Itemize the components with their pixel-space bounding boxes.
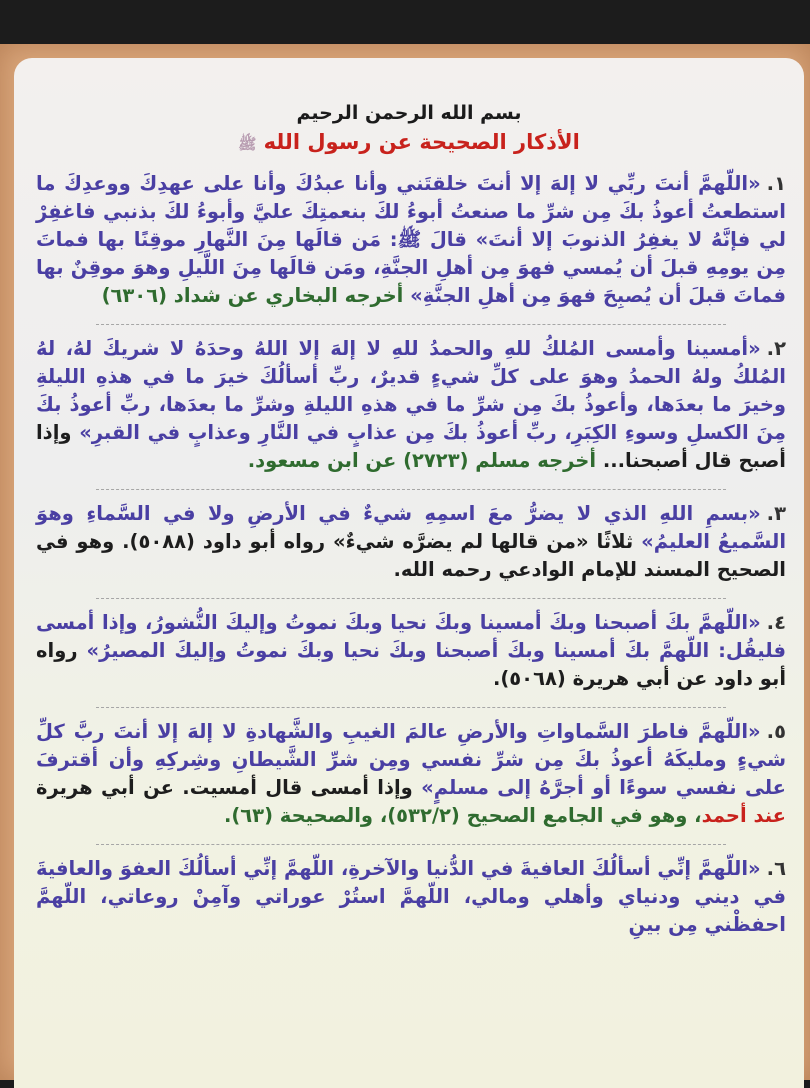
- adhkar-card: [14, 58, 804, 1088]
- item-number: ٣.: [766, 502, 786, 525]
- basmala: بسم الله الرحمن الرحيم: [296, 102, 522, 124]
- dua-text: «اللّهمَّ فاطرَ السَّماواتِ والأرضِ عالمَ الغيبِ والشَّهادةِ لا إلهَ إلا أنتَ ربَّ كلِّ شيءٍ ومليكَهُ أعوذُ بكَ مِن شرِّ نفسي ومِن شرِّ الشَّيطانِ وشِركِهِ وأن أقترفَ على نفسي سوءًا أو أجرَّهُ إلى مسلمٍ»: [36, 720, 786, 799]
- dua-text: «اللّهمَّ إنِّي أسألُكَ العافيةَ في الدُّنيا والآخرةِ، اللّهمَّ إنِّي أسألُكَ العفوَ والعافيةَ في ديني ودنياي وأهلي ومالي، اللّهمَّ استُرْ عوراتي وآمِنْ روعاتي، اللّهمَّ احفظْني مِن بينِ: [36, 857, 786, 936]
- item-number: ٦.: [766, 857, 786, 880]
- dhikr-item-2: [36, 335, 786, 475]
- page-title: [14, 126, 804, 160]
- divider: [96, 844, 726, 845]
- dhikr-item-1: [36, 170, 786, 310]
- salawat-symbol: ﷺ: [238, 135, 257, 153]
- item-number: ١.: [766, 172, 786, 195]
- highlight-text: عند أحمد: [701, 804, 786, 827]
- source-text: أخرجه مسلم (٢٧٢٣) عن ابن مسعود.: [247, 449, 603, 472]
- card-header: [14, 100, 804, 160]
- note-text: وإذا أصبح قال أصبحنا...: [36, 421, 786, 472]
- item-number: ٥.: [766, 720, 786, 743]
- divider: [96, 324, 726, 325]
- dua-text: «اللّهمَّ أنتَ ربِّي لا إلهَ إلا أنتَ خلقتَني وأنا عبدُكَ وأنا على عهدِكَ ووعدِكَ ما استطعتُ أعوذُ بكَ مِن شرِّ ما صنعتُ أبوءُ لكَ بنعمتِكَ عليَّ وأبوءُ لكَ بذنبي فاغفِرْ لي فإنَّهُ لا يغفِرُ الذنوبَ إلا أنتَ» قالَ ﷺ: مَن قالَها مِنَ النَّهارِ موقِنًا بها فماتَ مِن يومِهِ قبلَ أن يُمسي فهوَ مِن أهلِ الجنَّةِ، ومَن قالَها مِنَ اللَّيلِ وهوَ موقِنٌ بها فماتَ قبلَ أن يُصبِحَ فهوَ مِن أهلِ الجنَّةِ»: [36, 172, 786, 307]
- source-text: رواه أبو داود عن أبي هريرة (٥٠٦٨).: [36, 639, 786, 690]
- divider: [96, 598, 726, 599]
- item-number: ٤.: [766, 611, 786, 634]
- dhikr-item-6: [36, 855, 786, 939]
- dhikr-item-4: [36, 609, 786, 693]
- title-text: الأذكار الصحيحة عن رسول الله: [263, 130, 580, 154]
- source-text: ، وهو في الجامع الصحيح (٥٣٢/٢)، والصحيحة (٦٣).: [223, 804, 702, 827]
- adhkar-list: [36, 170, 786, 953]
- divider: [96, 489, 726, 490]
- dua-text: «بسمِ اللهِ الذي لا يضرُّ معَ اسمِهِ شيءٌ في الأرضِ ولا في السَّماءِ وهوَ السَّميعُ العليمُ»: [36, 502, 787, 553]
- source-text: أخرجه البخاري عن شداد (٦٣٠٦): [101, 284, 411, 307]
- dhikr-item-3: [36, 500, 786, 584]
- dua-text: «اللّهمَّ بكَ أصبحنا وبكَ أمسينا وبكَ نحيا وبكَ نموتُ وإليكَ النُّشورُ، وإذا أمسى فليقُل: اللّهمَّ بكَ أمسينا وبكَ أصبحنا وبكَ نحيا وبكَ نموتُ وإليكَ المصيرُ»: [36, 611, 786, 662]
- dhikr-item-5: [36, 718, 786, 830]
- note-text: ثلاثًا «من قالها لم يضرَّه شيءٌ» رواه أبو داود (٥٠٨٨). وهو في الصحيح المسند للإمام الوادعي رحمه الله.: [36, 530, 786, 581]
- item-number: ٢.: [766, 337, 786, 360]
- divider: [96, 707, 726, 708]
- dua-text: «أمسينا وأمسى المُلكُ للهِ والحمدُ للهِ لا إلهَ إلا اللهُ وحدَهُ لا شريكَ لهُ، لهُ المُلكُ ولهُ الحمدُ وهوَ على كلِّ شيءٍ قديرٌ، ربِّ أسألُكَ خيرَ ما في هذهِ الليلةِ وخيرَ ما بعدَها، وأعوذُ بكَ مِن شرِّ ما في هذهِ الليلةِ وشرِّ ما بعدَها، ربِّ أعوذُ بكَ مِنَ الكسلِ وسوءِ الكِبَرِ، ربِّ أعوذُ بكَ مِن عذابٍ في النَّارِ وعذابٍ في القبرِ»: [36, 337, 786, 444]
- note-text: وإذا أمسى قال أمسيت. عن أبي هريرة: [36, 776, 422, 799]
